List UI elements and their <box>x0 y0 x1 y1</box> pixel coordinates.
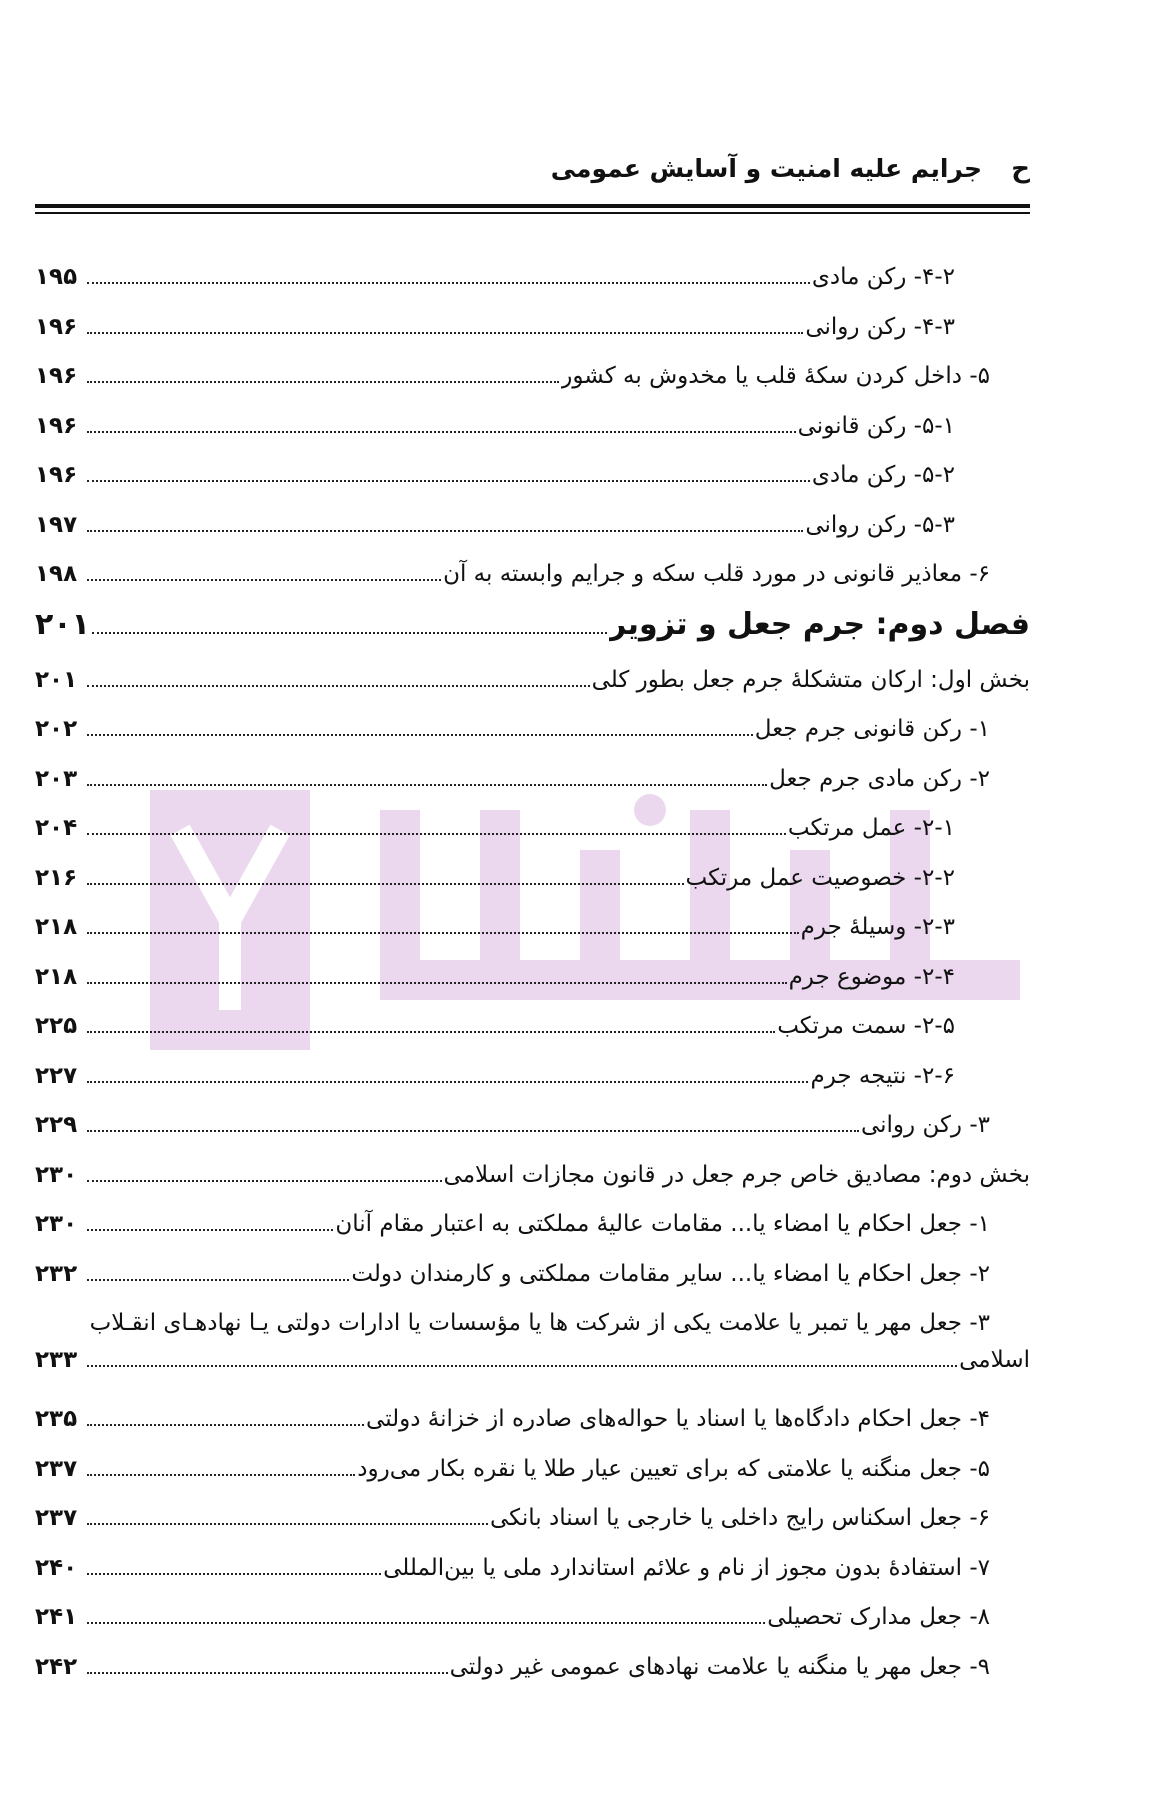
toc-entry[interactable] <box>35 1494 1030 1544</box>
dot-leader <box>87 932 799 934</box>
toc-entry-title: ۶- جعل اسکناس رایج داخلی یا خارجی یا اسناد بانکی <box>489 1505 990 1531</box>
toc-entry-title: ۲-۵- سمت مرتکب <box>777 1013 955 1039</box>
dot-leader <box>87 1180 442 1182</box>
toc-entry-title: ۴-۲- رکن مادی <box>811 264 955 290</box>
toc-entry-page: ۲۰۴ <box>35 815 78 841</box>
toc-entry-page: ۲۲۷ <box>35 1062 78 1089</box>
toc-entry-page: ۱۹۷ <box>35 511 78 538</box>
dot-leader <box>92 632 607 634</box>
toc-entry[interactable] <box>35 1101 1030 1151</box>
book-title: جرایم علیه امنیت و آسایش عمومی <box>550 154 982 183</box>
toc-entry-title: ۶- معاذیر قانونی در مورد قلب سکه و جرایم وابسته به آن <box>443 561 990 587</box>
header-rule-thick <box>35 204 1030 208</box>
toc-entry-title: ۱- رکن قانونی جرم جعل <box>754 716 990 742</box>
toc-section-entry[interactable] <box>35 1151 1030 1201</box>
toc-entry-page: ۲۳۷ <box>35 1505 78 1531</box>
toc-entry[interactable] <box>35 1200 1030 1250</box>
toc-entry[interactable] <box>35 1052 1030 1102</box>
toc-entry-page: ۱۹۶ <box>35 363 78 389</box>
dot-leader <box>87 381 559 383</box>
toc-entry-page: ۱۹۵ <box>35 264 78 290</box>
dot-leader <box>87 1573 381 1575</box>
toc-entry-page: ۲۰۳ <box>35 765 78 792</box>
header-rule-thin <box>35 212 1030 214</box>
toc-entry[interactable] <box>35 402 1030 452</box>
toc-chapter-page: ۲۰۱ <box>35 606 90 642</box>
dot-leader <box>87 1672 448 1674</box>
toc-entry[interactable] <box>35 705 1030 755</box>
toc-entry-title: ۳- جعل مهر یا تمبر یا علامت یکی از شرکت ها یا مؤسسات یا ادارات دولتی یـا نهادهـای انقـلاب <box>89 1310 990 1336</box>
toc-entry-page: ۲۲۵ <box>35 1013 78 1039</box>
toc-entry-title: ۷- استفادهٔ بدون مجوز از نام و علائم استاندارد ملی یا بین‌المللی <box>383 1554 990 1581</box>
toc-entry-page: ۲۳۰ <box>35 1161 78 1188</box>
toc-entry-title: ۲-۲- خصوصیت عمل مرتکب <box>685 864 955 891</box>
toc-entry-page: ۲۲۹ <box>35 1112 78 1138</box>
page-number-letter: ح <box>1011 154 1030 184</box>
toc-entry[interactable] <box>35 854 1030 904</box>
toc-entry-page: ۲۳۵ <box>35 1406 78 1432</box>
toc-entry-page: ۲۴۰ <box>35 1554 78 1581</box>
toc-entry[interactable] <box>35 1544 1030 1594</box>
dot-leader <box>87 1229 333 1231</box>
toc-entry-title: ۴- جعل احکام دادگاه‌ها یا اسناد یا حواله‌های صادره از خزانهٔ دولتی <box>366 1406 990 1432</box>
toc-section-entry[interactable] <box>35 656 1030 706</box>
toc-entry-page: ۱۹۶ <box>35 462 78 488</box>
toc-entry-title: ۲-۳- وسیلهٔ جرم <box>800 914 955 940</box>
dot-leader <box>87 1523 488 1525</box>
toc-entry-page: ۲۳۷ <box>35 1455 78 1482</box>
dot-leader <box>87 1424 364 1426</box>
toc-entry[interactable] <box>35 451 1030 501</box>
toc-entry[interactable] <box>35 903 1030 953</box>
toc-entry-page: ۲۰۱ <box>35 666 78 693</box>
toc-chapter-title: فصل دوم: جرم جعل و تزویر <box>609 606 1030 642</box>
toc-entry-page: ۲۳۳ <box>35 1347 78 1373</box>
toc-entry-page: ۲۳۲ <box>35 1260 78 1287</box>
toc-entry-title: ۱- جعل احکام یا امضاء یا... مقامات عالیهٔ مملکتی به اعتبار مقام آنان <box>335 1211 990 1237</box>
toc-entry-title: ۳- رکن روانی <box>860 1112 990 1138</box>
toc-entry-page: ۲۰۲ <box>35 716 78 742</box>
toc-entry-page: ۲۳۰ <box>35 1211 78 1237</box>
toc-entry-title: ۵- داخل کردن سکهٔ قلب یا مخدوش به کشور <box>561 363 990 389</box>
toc-entry-title: ۲-۶- نتیجه جرم <box>810 1062 955 1089</box>
toc-section-title: بخش اول: ارکان متشکلهٔ جرم جعل بطور کلی <box>591 666 1030 693</box>
dot-leader <box>87 1279 349 1281</box>
toc-entry-title: ۵- جعل منگنه یا علامتی که برای تعیین عیار طلا یا نقره بکار می‌رود <box>357 1455 990 1482</box>
toc-entry-title-continuation: اسلامی <box>959 1347 1030 1373</box>
dot-leader <box>87 883 684 885</box>
toc-entry-title: ۲- جعل احکام یا امضاء یا... سایر مقامات مملکتی و کارمندان دولت <box>351 1260 990 1287</box>
dot-leader <box>87 282 810 284</box>
toc-entry-page: ۲۴۱ <box>35 1604 78 1630</box>
dot-leader <box>87 530 803 532</box>
toc-entry[interactable] <box>35 755 1030 805</box>
toc-entry-title: ۵-۱- رکن قانونی <box>797 412 955 439</box>
dot-leader <box>87 982 787 984</box>
toc-entry[interactable] <box>35 253 1030 303</box>
toc-entry-page: ۲۱۸ <box>35 914 78 940</box>
toc-entry-multiline[interactable] <box>35 1299 1030 1395</box>
toc-entry[interactable] <box>35 501 1030 551</box>
dot-leader <box>87 1031 775 1033</box>
toc-entry[interactable] <box>35 1250 1030 1300</box>
toc-entry-title: ۵-۲- رکن مادی <box>811 462 955 488</box>
table-of-contents <box>35 253 1030 1692</box>
dot-leader <box>87 685 590 687</box>
dot-leader <box>87 332 803 334</box>
toc-entry-page: ۱۹۶ <box>35 313 78 340</box>
toc-entry[interactable] <box>35 804 1030 854</box>
toc-entry-page: ۲۴۲ <box>35 1653 78 1680</box>
toc-entry-title: ۲- رکن مادی جرم جعل <box>769 765 990 792</box>
toc-entry-title: ۴-۳- رکن روانی <box>805 313 955 340</box>
dot-leader <box>87 480 810 482</box>
toc-entry[interactable] <box>35 953 1030 1003</box>
toc-entry-page: ۲۱۶ <box>35 864 78 891</box>
toc-entry-page: ۱۹۶ <box>35 412 78 439</box>
toc-entry[interactable] <box>35 1445 1030 1495</box>
dot-leader <box>87 1130 859 1132</box>
toc-entry-title: ۹- جعل مهر یا منگنه یا علامت نهادهای عمومی غیر دولتی <box>449 1653 990 1680</box>
toc-entry[interactable] <box>35 352 1030 402</box>
toc-section-title: بخش دوم: مصادیق خاص جرم جعل در قانون مجازات اسلامی <box>443 1161 1030 1188</box>
dot-leader <box>87 579 441 581</box>
dot-leader <box>87 1365 957 1367</box>
dot-leader <box>87 1622 765 1624</box>
toc-entry[interactable] <box>35 1593 1030 1643</box>
toc-entry-title: ۲-۱- عمل مرتکب <box>787 815 955 841</box>
dot-leader <box>87 1081 808 1083</box>
toc-entry-page: ۲۱۸ <box>35 963 78 990</box>
toc-chapter-entry[interactable] <box>35 600 1030 656</box>
toc-entry[interactable] <box>35 303 1030 353</box>
running-header <box>35 150 1030 190</box>
dot-leader <box>87 833 786 835</box>
dot-leader <box>87 1474 355 1476</box>
toc-entry[interactable] <box>35 1002 1030 1052</box>
toc-entry-page: ۱۹۸ <box>35 561 78 587</box>
dot-leader <box>87 784 767 786</box>
toc-entry-title: ۵-۳- رکن روانی <box>805 511 955 538</box>
toc-entry-title: ۲-۴- موضوع جرم <box>788 963 955 990</box>
toc-entry[interactable] <box>35 1643 1030 1693</box>
dot-leader <box>87 734 753 736</box>
toc-entry[interactable] <box>35 550 1030 600</box>
toc-entry[interactable] <box>35 1395 1030 1445</box>
toc-entry-title: ۸- جعل مدارک تحصیلی <box>767 1604 990 1630</box>
dot-leader <box>87 431 796 433</box>
